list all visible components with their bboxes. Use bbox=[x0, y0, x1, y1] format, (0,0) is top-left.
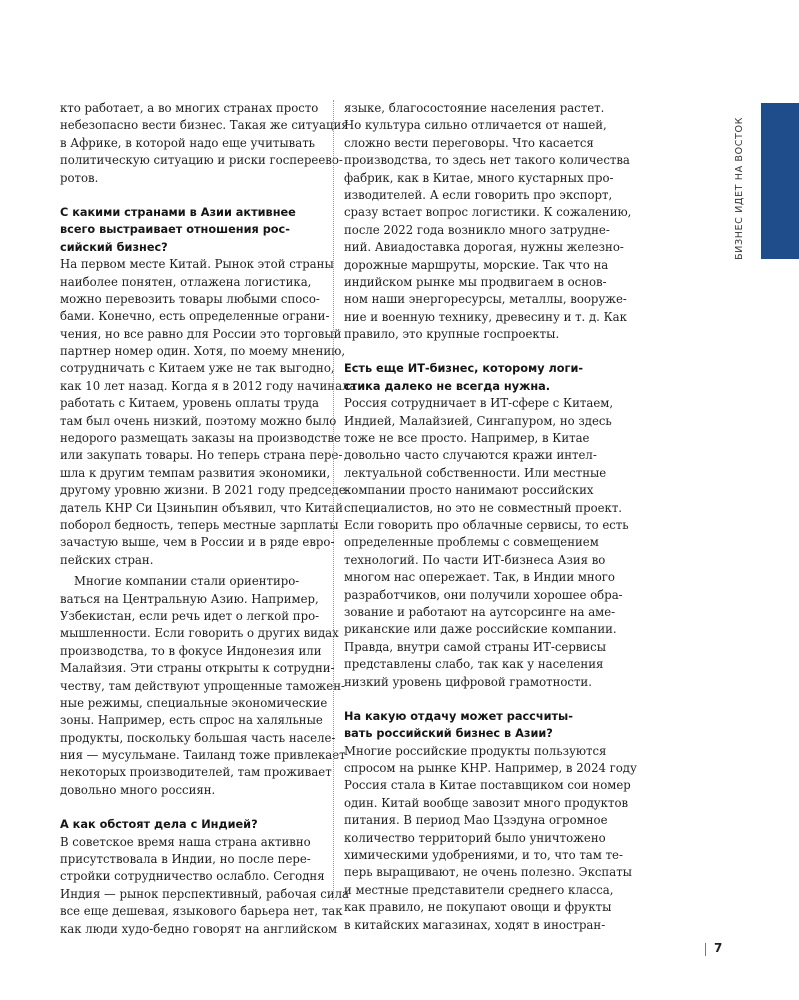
text-line: шла к другим темпам развития экономики, bbox=[60, 465, 331, 480]
text-line: поборол бедность, теперь местные зарплаты bbox=[60, 517, 339, 532]
text-line: политическую ситуацию и риски госпереево- bbox=[60, 153, 343, 168]
text-line: в китайских магазинах, ходят в иностран- bbox=[344, 917, 606, 932]
text-line: другому уровню жизни. В 2021 году председе- bbox=[60, 483, 350, 498]
text-line: некоторых производителей, там проживает bbox=[60, 765, 332, 780]
text-line: ния — мусульмане. Таиланд тоже привлекает bbox=[60, 748, 346, 763]
text-line: ний. Авиадоставка дорогая, нужны железно- bbox=[344, 240, 624, 255]
text-line: и местные представители среднего класса, bbox=[344, 882, 614, 897]
text-line: изводителей. А если говорить про экспорт, bbox=[344, 187, 613, 202]
text-line: сложно вести переговоры. Что касается bbox=[344, 135, 594, 150]
text-line: как 10 лет назад. Когда я в 2012 году начинала bbox=[60, 378, 357, 393]
left-column bbox=[60, 100, 357, 938]
text-line: небезопасно вести бизнес. Такая же ситуация bbox=[60, 118, 349, 133]
answer-paragraph-india bbox=[60, 834, 350, 938]
text-line: На какую отдачу может рассчиты- bbox=[344, 709, 573, 723]
text-line: правило, это крупные госпроекты. bbox=[344, 327, 560, 342]
text-line: в Африке, в которой надо еще учитывать bbox=[60, 135, 316, 150]
text-line: представлены слабо, так как у населения bbox=[344, 657, 604, 672]
text-line: чения, но все равно для России это торговый bbox=[60, 326, 342, 341]
column-divider bbox=[333, 100, 335, 900]
text-line: низкий уровень цифровой грамотности. bbox=[344, 674, 592, 689]
text-line: Малайзия. Эти страны открыты к сотрудни- bbox=[60, 661, 335, 676]
text-line: датель КНР Си Цзиньпин объявил, что Китай bbox=[60, 500, 344, 515]
text-line: А как обстоят дела с Индией? bbox=[60, 818, 258, 832]
answer-paragraph-china bbox=[60, 256, 357, 569]
text-line: Если говорить про облачные сервисы, то есть bbox=[344, 517, 629, 532]
text-line: продукты, поскольку большая часть населе- bbox=[60, 730, 336, 745]
text-line: можно перевозить товары любыми спосо- bbox=[60, 291, 320, 306]
text-line: производства, то здесь нет такого количества bbox=[344, 153, 630, 168]
text-line: всего выстраивает отношения рос- bbox=[60, 223, 290, 237]
answer-paragraph-returns bbox=[344, 743, 637, 934]
text-line: ние и военную технику, древесину и т. д. Как bbox=[344, 309, 627, 324]
text-line: кто работает, а во многих странах просто bbox=[60, 101, 319, 115]
text-line: разработчиков, они получили хорошее обра- bbox=[344, 587, 623, 602]
question-heading-returns bbox=[344, 708, 608, 743]
text-line: недорого размещать заказы на производстве bbox=[60, 431, 341, 446]
text-line: тоже не все просто. Например, в Китае bbox=[344, 431, 590, 446]
text-line: там был очень низкий, поэтому можно было bbox=[60, 413, 337, 428]
text-line: наиболее понятен, отлажена логистика, bbox=[60, 274, 312, 289]
text-line: специалистов, но это не совместный проект. bbox=[344, 500, 623, 515]
text-line: сийский бизнес? bbox=[60, 240, 168, 254]
page-number: 7 bbox=[714, 941, 723, 955]
text-line: зоны. Например, есть спрос на халяльные bbox=[60, 713, 323, 728]
text-line: работать с Китаем, уровень оплаты труда bbox=[60, 396, 319, 411]
text-line: количество территорий было уничтожено bbox=[344, 830, 606, 845]
text-line: языке, благосостояние населения растет. bbox=[344, 101, 605, 115]
text-line: довольно много россиян. bbox=[60, 782, 216, 797]
intro-paragraph bbox=[60, 100, 349, 187]
text-line: С какими странами в Азии активнее bbox=[60, 205, 296, 219]
text-line: вать российский бизнес в Азии? bbox=[344, 727, 553, 741]
text-line: Есть еще ИТ-бизнес, которому логи- bbox=[344, 362, 584, 376]
answer-paragraph-central-asia bbox=[60, 573, 346, 799]
text-line: Правда, внутри самой страны ИТ-сервисы bbox=[344, 639, 607, 654]
text-line: сотрудничать с Китаем уже не так выгодно, bbox=[60, 361, 335, 376]
text-line: индийском рынке мы продвигаем в основ- bbox=[344, 274, 607, 289]
text-line: многом нас опережает. Так, в Индии много bbox=[344, 570, 615, 585]
text-line: производства, то в фокусе Индонезия или bbox=[60, 643, 322, 658]
text-line: ваться на Центральную Азию. Например, bbox=[60, 591, 319, 606]
text-line: стика далеко не всегда нужна. bbox=[344, 379, 551, 393]
text-line: химическими удобрениями, и то, что там те- bbox=[344, 848, 623, 863]
text-line: зачастую выше, чем в России и в ряде евро- bbox=[60, 535, 335, 550]
page-number-separator bbox=[705, 943, 706, 956]
text-line: питания. В период Мао Цзэдуна огромное bbox=[344, 813, 608, 828]
text-line: дорожные маршруты, морские. Так что на bbox=[344, 257, 609, 272]
text-line: стройки сотрудничество ослабло. Сегодня bbox=[60, 869, 325, 884]
text-line: Узбекистан, если речь идет о легкой про- bbox=[60, 608, 320, 623]
text-line: один. Китай вообще завозит много продуктов bbox=[344, 795, 629, 810]
text-line: ротов. bbox=[60, 170, 99, 185]
question-heading-it-business bbox=[344, 360, 608, 395]
text-line: довольно часто случаются кражи интел- bbox=[344, 448, 597, 463]
text-line: На первом месте Китай. Рынок этой страны bbox=[60, 257, 334, 272]
text-line: Россия сотрудничает в ИТ-сфере с Китаем, bbox=[344, 396, 614, 411]
text-line: как люди худо-бедно говорят на английском bbox=[60, 921, 338, 936]
text-line: сразу встает вопрос логистики. К сожалению, bbox=[344, 205, 632, 220]
text-line: все еще дешевая, языкового барьера нет, так bbox=[60, 904, 343, 919]
text-line: Многие российские продукты пользуются bbox=[344, 743, 607, 758]
section-label bbox=[720, 116, 760, 260]
text-line: перь выращивают, не очень полезно. Экспаты bbox=[344, 865, 632, 880]
text-line: после 2022 года возникло много затрудне- bbox=[344, 222, 610, 237]
question-heading-asian-countries bbox=[60, 204, 322, 256]
text-line: честву, там действуют упрощенные таможен- bbox=[60, 678, 345, 693]
text-line: как правило, не покупают овощи и фрукты bbox=[344, 900, 612, 915]
text-line: спросом на рынке КНР. Например, в 2024 году bbox=[344, 761, 637, 776]
text-line: или закупать товары. Но теперь страна пере- bbox=[60, 448, 343, 463]
text-line: зование и работают на аутсорсинге на аме- bbox=[344, 604, 616, 619]
continued-paragraph-india bbox=[344, 100, 632, 343]
text-line: бами. Конечно, есть определенные ограни- bbox=[60, 309, 330, 324]
text-line: риканские или даже российские компании. bbox=[344, 622, 617, 637]
text-line: В советское время наша страна активно bbox=[60, 834, 311, 849]
text-line: Россия стала в Китае поставщиком сои номер bbox=[344, 778, 631, 793]
text-line: компании просто нанимают российских bbox=[344, 483, 594, 498]
text-line: лектуальной собственности. Или местные bbox=[344, 465, 607, 480]
text-line: пейских стран. bbox=[60, 552, 154, 567]
text-line: определенные проблемы с совмещением bbox=[344, 535, 599, 550]
answer-paragraph-it bbox=[344, 395, 629, 691]
section-label-text: БИЗНЕС ИДЕТ НА ВОСТОК bbox=[734, 116, 745, 260]
text-line: ном наши энергоресурсы, металлы, вооруже- bbox=[344, 292, 627, 307]
text-line: мышленности. Если говорить о других видах bbox=[60, 626, 339, 641]
text-line: присутствовала в Индии, но после пере- bbox=[60, 852, 311, 867]
section-color-tab bbox=[761, 103, 799, 259]
text-line: Многие компании стали ориентиро- bbox=[74, 574, 300, 589]
text-line: партнер номер один. Хотя, по моему мнению, bbox=[60, 344, 346, 359]
text-line: Но культура сильно отличается от нашей, bbox=[344, 118, 607, 133]
right-column bbox=[344, 100, 637, 934]
question-heading-india bbox=[60, 816, 322, 833]
text-line: фабрик, как в Китае, много кустарных про- bbox=[344, 170, 614, 185]
text-line: технологий. По части ИТ-бизнеса Азия во bbox=[344, 552, 606, 567]
text-line: Индией, Малайзией, Сингапуром, но здесь bbox=[344, 413, 612, 428]
text-line: ные режимы, специальные экономические bbox=[60, 695, 328, 710]
text-line: Индия — рынок перспективный, рабочая сила bbox=[60, 886, 350, 901]
